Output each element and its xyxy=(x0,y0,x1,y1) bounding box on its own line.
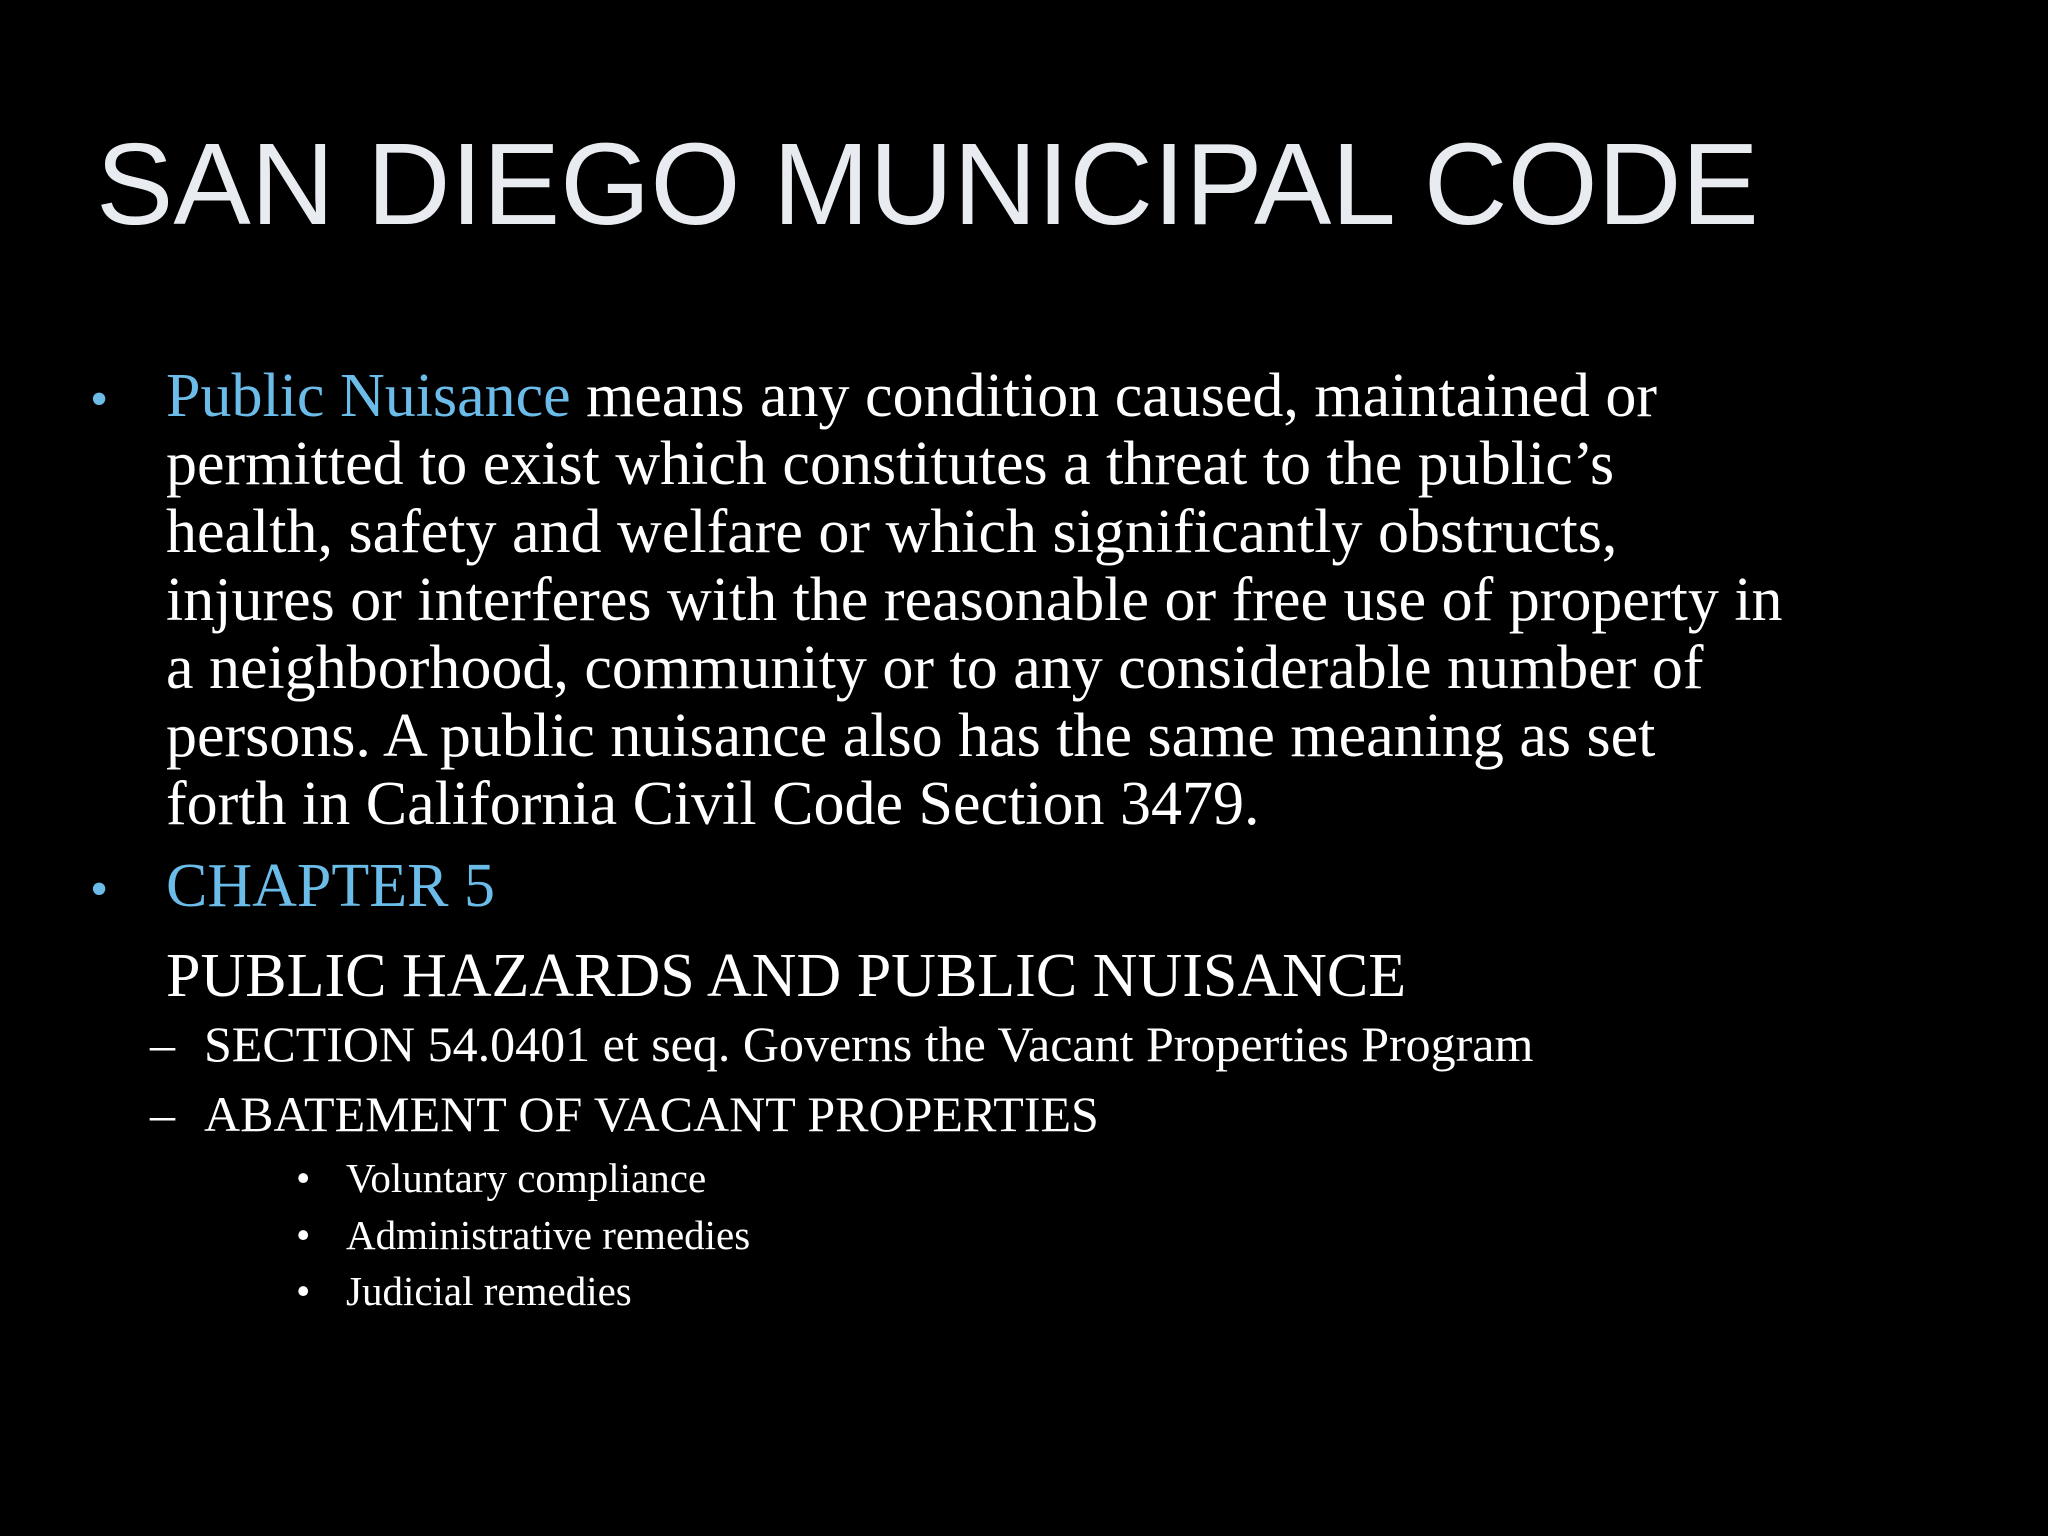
remedy-text: Administrative remedies xyxy=(346,1212,751,1258)
subitem-text: ABATEMENT OF VACANT PROPERTIES xyxy=(204,1086,1099,1142)
remedy-judicial xyxy=(296,1267,632,1315)
bullet-marker: • xyxy=(90,371,109,428)
remedy-text: Voluntary compliance xyxy=(346,1155,707,1201)
bullet-marker: • xyxy=(296,1268,311,1314)
chapter-block xyxy=(166,852,2048,1010)
chapter-heading: CHAPTER 5 xyxy=(166,852,495,920)
term-public-nuisance: Public Nuisance xyxy=(166,362,571,430)
definition-text: means any condition caused, maintained or xyxy=(570,362,1658,430)
remedy-voluntary xyxy=(296,1154,707,1202)
definition-line: health, safety and welfare or which significantly obstructs, xyxy=(166,498,1618,566)
definition-line: forth in California Civil Code Section 3479. xyxy=(166,770,1260,838)
dash-marker: – xyxy=(150,1016,175,1072)
definition-line xyxy=(166,362,2048,430)
public-nuisance-definition xyxy=(166,362,2048,838)
bullet-marker: • xyxy=(90,861,109,918)
definition-line: persons. A public nuisance also has the same meaning as set xyxy=(166,702,1656,770)
definition-line: permitted to exist which constitutes a threat to the public’s xyxy=(166,430,1615,498)
definition-line: a neighborhood, community or to any considerable number of xyxy=(166,634,1704,702)
definition-line: injures or interferes with the reasonable or free use of property in xyxy=(166,566,1783,634)
bullet-marker: • xyxy=(296,1212,311,1258)
subitem-text: SECTION 54.0401 et seq. Governs the Vacant Properties Program xyxy=(204,1016,1534,1072)
remedy-text: Judicial remedies xyxy=(346,1268,632,1314)
subitem-section xyxy=(150,1016,1534,1072)
slide-title: SAN DIEGO MUNICIPAL CODE xyxy=(96,119,1759,249)
remedy-administrative xyxy=(296,1211,751,1259)
bullet-marker: • xyxy=(296,1155,311,1201)
subitem-abatement xyxy=(150,1086,1099,1142)
dash-marker: – xyxy=(150,1086,175,1142)
chapter-subheading: PUBLIC HAZARDS AND PUBLIC NUISANCE xyxy=(166,942,1407,1010)
